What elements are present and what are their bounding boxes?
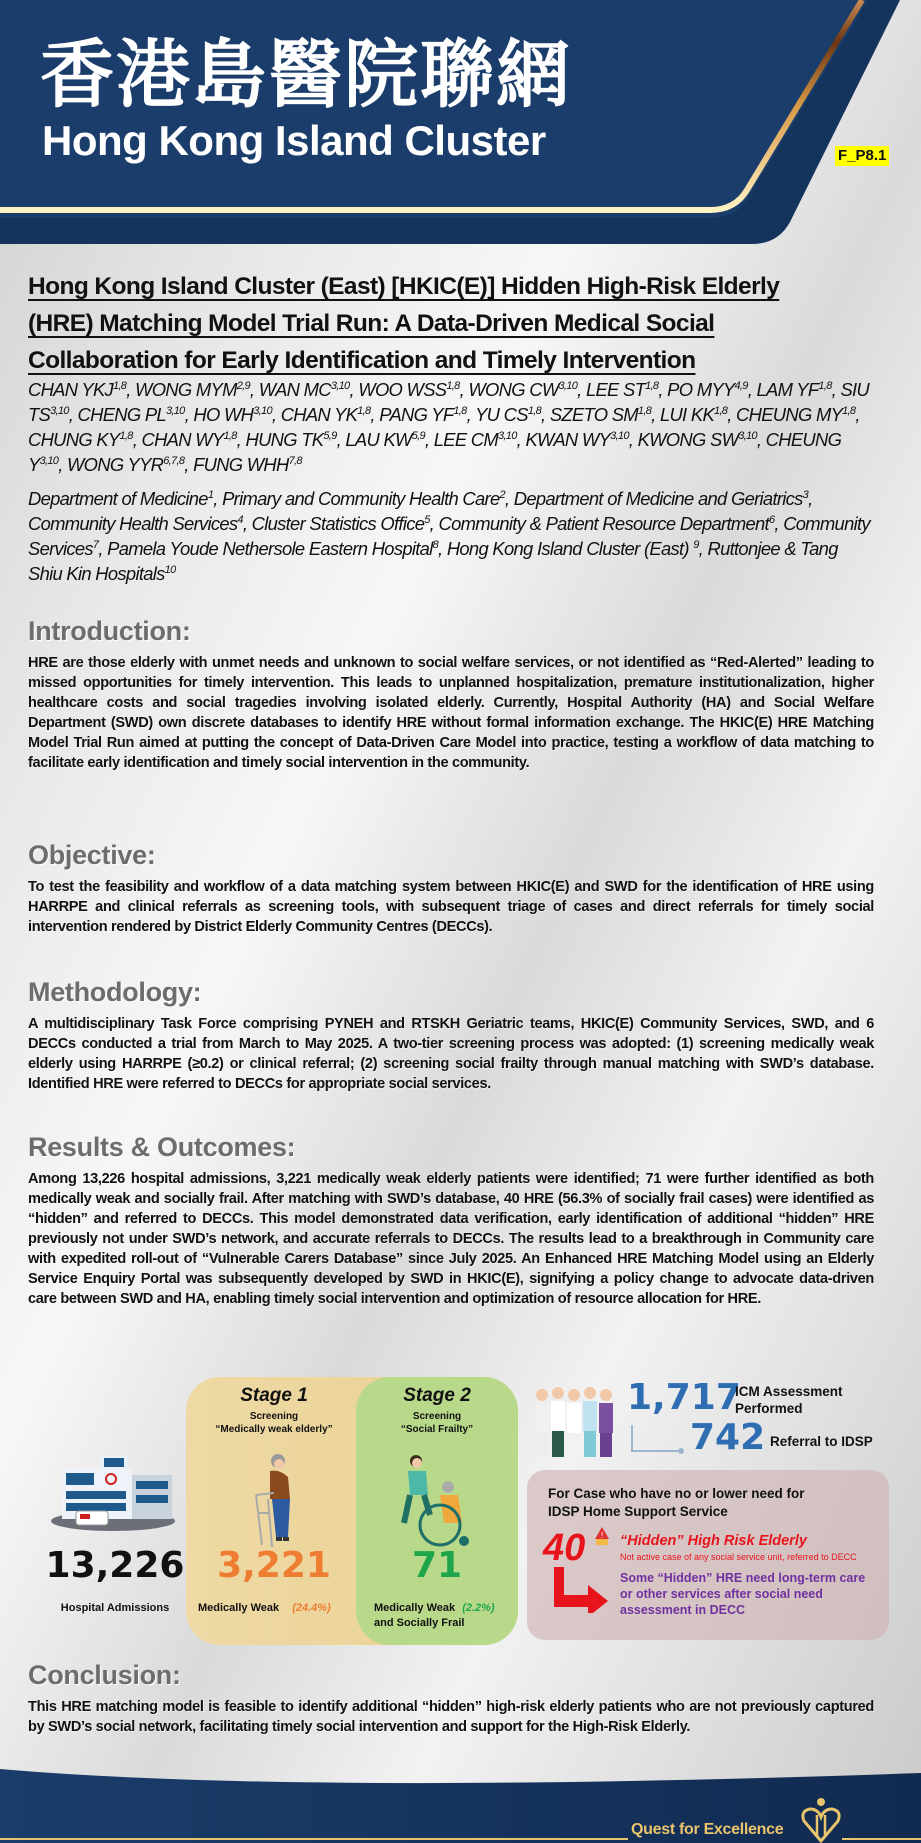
author-superscript: 1,8	[637, 405, 652, 417]
affiliation: Community Services$^7$	[28, 513, 870, 559]
author-superscript: 1,8	[357, 405, 371, 417]
elderly-walker-icon	[250, 1453, 300, 1551]
admissions-label: Hospital Admissions	[60, 1602, 170, 1614]
hidden-box-heading2: IDSP Home Support Service	[548, 1504, 728, 1519]
author-superscript: 3,10	[558, 380, 578, 392]
author: PANG YF$^{1,8}$	[379, 404, 467, 425]
author: LUI KK$^{1,8}$	[659, 404, 728, 425]
hidden-box-heading1: For Case who have no or lower need for	[548, 1486, 805, 1501]
author-superscript: 3,10	[330, 380, 350, 392]
paper-title	[28, 268, 874, 379]
author-superscript: 3,10	[610, 430, 629, 442]
author: KWONG SW$^{3,10}$	[637, 429, 757, 450]
affiliation-superscript: 9	[693, 539, 699, 551]
stage1-title: Stage 1	[240, 1385, 308, 1406]
author: WONG YYR$^{6,7,8}$	[67, 454, 185, 475]
author: LAU KW$^{5,9}$	[345, 429, 425, 450]
affiliation: Community & Patient Resource Department$^6$	[438, 513, 775, 534]
stage2-label-text2: and Socially Frail	[374, 1617, 465, 1629]
author: WAN MC$^{3,10}$	[258, 379, 350, 400]
stage2-count: 71	[411, 1545, 463, 1586]
affiliation-superscript: 5	[424, 514, 430, 526]
affiliation: Ruttonjee & Tang Shiu Kin Hospitals$^{10}$	[28, 538, 838, 584]
author: CHENG PL$^{3,10}$	[77, 404, 185, 425]
author: CHEUNG Y$^{3,10}$	[28, 429, 842, 475]
results-infographic	[0, 1375, 921, 1655]
stage2-label	[374, 1601, 518, 1631]
author-superscript: 1,8	[527, 405, 542, 417]
affiliation-superscript: 10	[164, 564, 176, 576]
author: WONG MYM$^{2,9}$	[135, 379, 250, 400]
author-superscript: 3,10	[50, 405, 69, 417]
author: WONG CW$^{3,10}$	[468, 379, 578, 400]
author-superscript: 3,10	[738, 430, 757, 442]
author: WOO WSS$^{1,8}$	[358, 379, 460, 400]
affiliation: Pamela Youde Nethersole Eastern Hospital$^8$	[107, 538, 438, 559]
author-superscript: 7,8	[288, 455, 302, 467]
hidden-note-line1: Some “Hidden” HRE need long-term care	[620, 1571, 866, 1585]
poster-header	[0, 0, 921, 245]
alert-bell-icon	[590, 1525, 614, 1551]
footer-tagline: Quest for Excellence	[631, 1821, 784, 1838]
author-superscript: 4,9	[734, 380, 748, 392]
icm-label	[735, 1383, 843, 1417]
author: PO MYY$^{4,9}$	[667, 379, 748, 400]
author-superscript: 3,10	[253, 405, 272, 417]
affiliation-superscript: 1	[207, 489, 214, 501]
stage1-sub2: “Medically weak elderly”	[215, 1424, 333, 1435]
author: CHEUNG MY$^{1,8}$	[736, 404, 856, 425]
author-superscript: 1,8	[453, 405, 467, 417]
section-results	[28, 1134, 874, 1309]
author-superscript: 1,8	[645, 380, 659, 392]
author-superscript: 3,10	[39, 455, 59, 467]
author: CHAN YKJ$^{1,8}$	[28, 379, 127, 400]
stage2-percentage: (2.2%)	[462, 1602, 495, 1614]
affiliation: Primary and Community Health Care$^2$	[222, 488, 505, 509]
affiliation-list: Department of Medicine$^1$, Primary and Community Health Care$^2$, Department of Medicine and Geriatrics$^3$, Community Health Services$^4$, Cluster Statistics Office$^5$, Community & Patient Resource Department$^6$, Community Services$^7$, Pamela Youde Nethersole Eastern Hospital$^8$, Hong Kong Island Cluster (East) $^9$, Ruttonjee & Tang Shiu Kin Hospitals$^{10}$	[28, 488, 870, 584]
section-conclusion	[28, 1662, 874, 1737]
affiliation-superscript: 7	[92, 539, 99, 551]
author-superscript: 1,8	[818, 380, 832, 392]
section-heading: Introduction:	[28, 616, 191, 646]
author: FUNG WHH$^{7,8}$	[193, 454, 302, 475]
author-list: CHAN YKJ$^{1,8}$, WONG MYM$^{2,9}$, WAN MC$^{3,10}$, WOO WSS$^{1,8}$, WONG CW$^{3,10}$, LEE ST$^{1,8}$, PO MYY$^{4,9}$, LAM YF$^{1,8}$, SIU TS$^{3,10}$, CHENG PL$^{3,10}$, HO WH$^{3,10}$, CHAN YK$^{1,8}$, PANG YF$^{1,8}$, YU CS$^{1,8}$, SZETO SM$^{1,8}$, LUI KK$^{1,8}$, CHEUNG MY$^{1,8}$, CHUNG KY$^{1,8}$, CHAN WY$^{1,8}$, HUNG TK$^{5,9}$, LAU KW$^{5,9}$, LEE CM$^{3,10}$, KWAN WY$^{3,10}$, KWONG SW$^{3,10}$, CHEUNG Y$^{3,10}$, WONG YYR$^{6,7,8}$, FUNG WHH$^{7,8}$	[28, 379, 870, 475]
affiliation-superscript: 3	[802, 489, 809, 501]
section-body: Among 13,226 hospital admissions, 3,221 medically weak elderly patients were identified; 71 were further identified as both medically weak and socially frail. After matching with SWD’s database, 40 HRE (56.3% of socially frail cases) were identified as “hidden” and referred to DECCs. This model demonstrated data verification, early identification of additional “hidden” HRE previously not under SWD’s network, and accurate referrals to DECCs. The results lead to a breakthrough in Community care with expedited roll-out of “Vulnerable Carers Database” since July 2025. An Enhanced HRE Matching Model using an Elderly Service Enquiry Portal was subsequently developed by SWD in HKIC(E), signifying a policy change to advocate data-driven care between SWD and HA, enabling timely social intervention and optimization of resource allocation for HRE.	[28, 1171, 874, 1307]
affiliation: Department of Medicine$^1$	[28, 488, 214, 509]
stage1-count: 3,221	[217, 1545, 331, 1586]
hidden-hre-title: “Hidden” High Risk Elderly	[620, 1533, 807, 1549]
author-superscript: 3,10	[165, 405, 185, 417]
author: LEE CM$^{3,10}$	[433, 429, 517, 450]
red-turn-arrow-icon	[550, 1567, 610, 1613]
author: CHAN YK$^{1,8}$	[280, 404, 371, 425]
icm-label-line2: Performed	[735, 1401, 803, 1416]
svg-text:!: !	[600, 1531, 604, 1540]
author-superscript: 1,8	[446, 380, 460, 392]
section-heading: Conclusion:	[28, 1660, 181, 1690]
stage1-percentage: (24.4%)	[292, 1602, 331, 1614]
author-superscript: 6,7,8	[163, 455, 185, 467]
section-body: HRE are those elderly with unmet needs and unknown to social welfare services, or not identified as “Red-Alerted” leading to missed opportunities for timely intervention. This leads to unplanned hospitalization, premature institutionalization, higher healthcare costs and social tragedies involving isolated elderly. Currently, Hospital Authority (HA) and Social Welfare Department (SWD) own discrete databases to identify HRE without formal information exchange. The HKIC(E) HRE Matching Model Trial Run aimed at putting the concept of Data-Driven Care Model into practice, testing a workflow of data matching to facilitate early identification and timely social intervention in the community.	[28, 655, 874, 771]
author-superscript: 2,9	[236, 380, 250, 392]
author-superscript: 1,8	[113, 380, 127, 392]
hidden-hre-subtitle: Not active case of any social service unit, referred to DECC	[620, 1552, 857, 1562]
section-body: This HRE matching model is feasible to identify additional “hidden” high-risk elderly patients who are not previously captured by SWD’s social network, facilitating timely social intervention and support for the High-Risk Elderly.	[28, 1699, 874, 1735]
healthcare-team-icon	[530, 1383, 620, 1463]
author: KWAN WY$^{3,10}$	[525, 429, 629, 450]
admissions-count: 13,226	[45, 1545, 185, 1586]
author-superscript: 5,9	[323, 430, 337, 442]
affiliation-superscript: 4	[237, 514, 243, 526]
hidden-hre-note	[620, 1570, 865, 1618]
stage2-label-text: Medically Weak	[374, 1602, 456, 1614]
hidden-note-line2: or other services after social need	[620, 1587, 823, 1601]
hidden-hre-count: 40	[543, 1527, 586, 1569]
cluster-title-english: Hong Kong Island Cluster	[42, 117, 546, 164]
section-heading: Objective:	[28, 840, 156, 870]
paper-title-line: (HRE) Matching Model Trial Run: A Data-Driven Medical Social	[28, 310, 715, 337]
stage1-sub1: Screening	[249, 1411, 299, 1422]
affiliation-superscript: 6	[768, 514, 775, 526]
affiliation: Community Health Services$^4$	[28, 513, 243, 534]
author-superscript: 5,9	[411, 430, 425, 442]
stage1-subtitle	[186, 1410, 362, 1436]
hospital-icon	[48, 1453, 178, 1533]
paper-title-line: Hong Kong Island Cluster (East) [HKIC(E)] Hidden High-Risk Elderly	[28, 273, 780, 300]
author-superscript: 3,10	[498, 430, 517, 442]
author: HO WH$^{3,10}$	[193, 404, 272, 425]
author: SIU TS$^{3,10}$	[28, 379, 870, 425]
stage2-sub1: Screening	[412, 1411, 462, 1422]
author: SZETO SM$^{1,8}$	[549, 404, 652, 425]
paper-title-line: Collaboration for Early Identification and Timely Intervention	[28, 347, 696, 374]
author: LEE ST$^{1,8}$	[585, 379, 659, 400]
cluster-title-chinese: 香港島醫院聯網	[40, 32, 572, 118]
author: YU CS$^{1,8}$	[475, 404, 542, 425]
author: LAM YF$^{1,8}$	[756, 379, 832, 400]
hidden-note-line3: assessment in DECC	[620, 1603, 746, 1617]
author-superscript: 1,8	[714, 405, 728, 417]
author: CHUNG KY$^{1,8}$	[28, 429, 133, 450]
poster-footer	[0, 1755, 921, 1843]
author-superscript: 1,8	[223, 430, 237, 442]
section-heading: Results & Outcomes:	[28, 1132, 296, 1162]
affiliation-superscript: 2	[499, 489, 505, 501]
stage1-label-text: Medically Weak	[198, 1602, 280, 1614]
section-body: To test the feasibility and workflow of a data matching system between HKIC(E) and SWD for the identification of HRE using HARRPE and clinical referrals as screening tools, with subsequent triage of cases and direct referrals for timely social intervention rendered by District Elderly Community Centres (DECCs).	[28, 879, 874, 935]
section-introduction	[28, 618, 874, 773]
section-body: A multidisciplinary Task Force comprising PYNEH and RTSKH Geriatric teams, HKIC(E) Community Services, SWD, and 6 DECCs conducted a trial from March to May 2025. A two-tier screening process was adopted: (1) screening medically weak elderly using HARRPE (≥0.2) or clinical referral; (2) screening social frailty through manual matching with SWD’s database. Identified HRE were referred to DECCs for appropriate social services.	[28, 1016, 874, 1092]
connector-arrow-icon	[628, 1425, 688, 1459]
wheelchair-carer-icon	[400, 1453, 475, 1551]
affiliation: Department of Medicine and Geriatrics$^3$	[513, 488, 809, 509]
icm-count: 1,717	[627, 1377, 741, 1418]
section-methodology	[28, 979, 874, 1094]
affiliation: Cluster Statistics Office$^5$	[251, 513, 430, 534]
affiliation: Hong Kong Island Cluster (East) $^9$	[446, 538, 699, 559]
stage2-subtitle	[356, 1410, 518, 1436]
idsp-count: 742	[690, 1417, 766, 1458]
author: HUNG TK$^{5,9}$	[245, 429, 337, 450]
affiliation-superscript: 8	[432, 539, 438, 551]
hospital-authority-logo-icon	[800, 1797, 842, 1843]
hidden-box-heading	[548, 1485, 805, 1521]
section-heading: Methodology:	[28, 977, 202, 1007]
stage1-label	[198, 1601, 358, 1616]
author: CHAN WY$^{1,8}$	[141, 429, 237, 450]
idsp-label: Referral to IDSP	[770, 1434, 873, 1449]
poster-code-badge: F_P8.1	[835, 146, 889, 166]
author-superscript: 1,8	[119, 430, 133, 442]
stage2-sub2: “Social Frailty”	[400, 1424, 474, 1435]
icm-label-line1: ICM Assessment	[735, 1384, 843, 1399]
author-superscript: 1,8	[842, 405, 856, 417]
stage2-title: Stage 2	[403, 1385, 471, 1406]
section-objective	[28, 842, 874, 937]
